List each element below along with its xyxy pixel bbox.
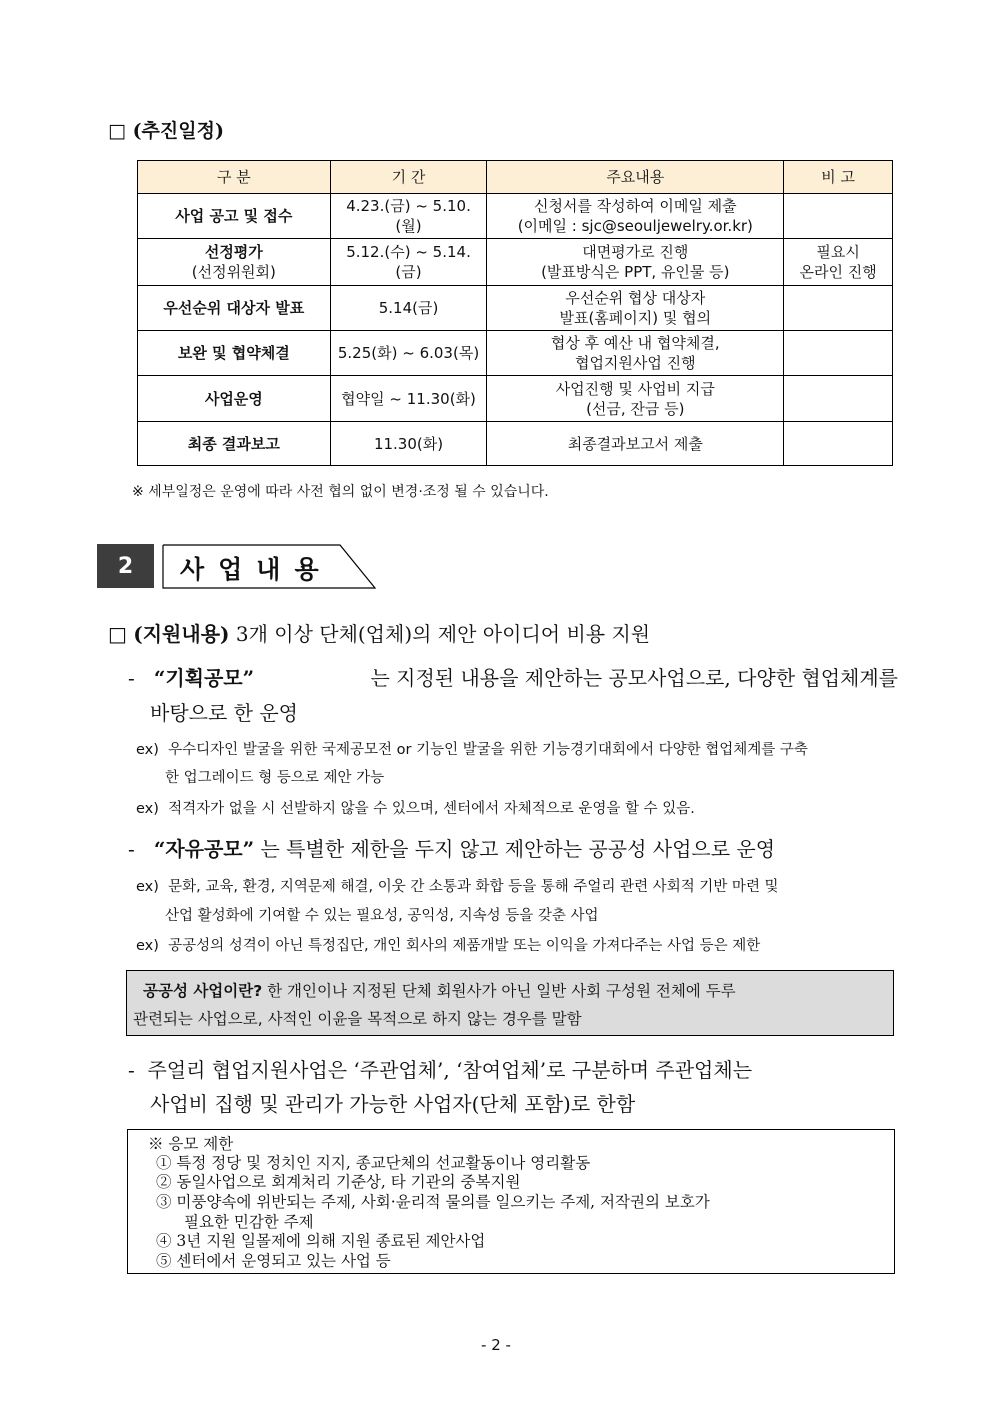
free-ex1-line-1: ex) 문화, 교육, 환경, 지역문제 해결, 이웃 간 소통과 화합 등을 통해 주얼리 관련 사회적 기반 마련 및 [136, 879, 779, 895]
support-heading-label: (지원내용) [133, 622, 230, 646]
row-category: 최종 결과보고 [138, 422, 331, 466]
header-period: 기 간 [330, 161, 487, 194]
restriction-item: ④ 3년 지원 일몰제에 의해 지원 종료된 제안사업 [156, 1232, 486, 1250]
row-period: 5.14(금) [330, 286, 487, 331]
restrictions-title: ※ 응모 제한 [148, 1135, 234, 1153]
planned-ex1-line-2: 한 업그레이드 형 등으로 제안 가능 [165, 770, 385, 786]
row-period: 4.23.(금) ~ 5.10.(월) [330, 194, 487, 239]
row-content: 대면평가로 진행 (발표방식은 PPT, 유인물 등) [487, 239, 784, 286]
restriction-item: ③ 미풍양속에 위반되는 주제, 사회·윤리적 물의를 일으키는 주제, 저작권의 보호가 [156, 1193, 710, 1211]
restriction-item: ① 특정 정당 및 정치인 지지, 종교단체의 선교활동이나 영리활동 [156, 1154, 591, 1172]
row-period: 11.30(화) [330, 422, 487, 466]
row-category: 보완 및 협약체결 [138, 331, 331, 376]
planned-quote: “기획공모” [153, 666, 255, 690]
row-note [784, 376, 893, 422]
free-ex2: ex) 공공성의 성격이 아닌 특정집단, 개인 회사의 제품개발 또는 이익을 가져다주는 사업 등은 제한 [136, 938, 761, 954]
row-category: 선정평가 (선정위원회) [138, 239, 331, 286]
table-row [138, 422, 893, 466]
schedule-heading: □ (추진일정) [108, 120, 224, 142]
support-heading-box: □ [108, 622, 127, 646]
row-category: 사업운영 [138, 376, 331, 422]
restrictions-box [127, 1129, 895, 1274]
public-definition-line-2: 관련되는 사업으로, 사적인 이윤을 목적으로 하지 않는 경우를 말함 [133, 1010, 582, 1028]
row-note: 필요시 온라인 진행 [784, 239, 893, 286]
row-content: 사업진행 및 사업비 지급 (선금, 잔금 등) [487, 376, 784, 422]
planned-ex2: ex) 적격자가 없을 시 선발하지 않을 수 있으며, 센터에서 자체적으로 운영을 할 수 있음. [136, 801, 695, 817]
row-content: 최종결과보고서 제출 [487, 422, 784, 466]
free-quote: “자유공모” [153, 837, 255, 861]
section-title-box [162, 544, 377, 590]
header-category: 구 분 [138, 161, 331, 194]
planned-line-2: 바탕으로 한 운영 [150, 701, 298, 725]
public-definition-line-1: 공공성 사업이란? 한 개인이나 지정된 단체 회원사가 아닌 일반 사회 구성원 전체에 두루 [143, 982, 736, 1000]
schedule-table [137, 160, 893, 466]
free-ex1-line-2: 산업 활성화에 기여할 수 있는 필요성, 공익성, 지속성 등을 갖춘 사업 [165, 908, 599, 924]
row-note [784, 331, 893, 376]
section-number-badge: 2 [97, 544, 154, 588]
restriction-item-continued: 필요한 민감한 주제 [184, 1213, 314, 1231]
row-content: 신청서를 작성하여 이메일 제출 (이메일 : sjc@seouljewelry.or.kr) [487, 194, 784, 239]
planned-ex1-line-1: ex) 우수디자인 발굴을 위한 국제공모전 or 기능인 발굴을 위한 기능경기대회에서 다양한 협업체계를 구축 [136, 742, 808, 758]
table-row [138, 286, 893, 331]
jewelry-line-1: - 주얼리 협업지원사업은 ‘주관업체’, ‘참여업체’로 구분하며 주관업체는 [128, 1058, 753, 1082]
row-note [784, 422, 893, 466]
header-note: 비 고 [784, 161, 893, 194]
restriction-item: ② 동일사업으로 회계처리 기준상, 타 기관의 중복지원 [156, 1173, 521, 1191]
table-header-row [138, 161, 893, 194]
row-content: 우선순위 협상 대상자 발표(홈페이지) 및 협의 [487, 286, 784, 331]
free-line-1: - “자유공모” 는 특별한 제한을 두지 않고 제안하는 공공성 사업으로 운영 [128, 837, 776, 861]
table-row [138, 331, 893, 376]
row-period: 5.25(화) ~ 6.03(목) [330, 331, 487, 376]
row-category: 사업 공고 및 접수 [138, 194, 331, 239]
row-content: 협상 후 예산 내 협약체결, 협업지원사업 진행 [487, 331, 784, 376]
header-content: 주요내용 [487, 161, 784, 194]
schedule-footnote: ※ 세부일정은 운영에 따라 사전 협의 없이 변경·조정 될 수 있습니다. [132, 484, 549, 500]
row-note [784, 194, 893, 239]
table-row [138, 376, 893, 422]
support-heading [108, 618, 650, 647]
page-number: - 2 - [481, 1336, 511, 1354]
public-definition-box [126, 970, 894, 1036]
section-title: 사업내용 [180, 555, 333, 584]
restriction-item: ⑤ 센터에서 운영되고 있는 사업 등 [156, 1252, 391, 1270]
table-row [138, 194, 893, 239]
row-period: 5.12.(수) ~ 5.14.(금) [330, 239, 487, 286]
row-note [784, 286, 893, 331]
row-category: 우선순위 대상자 발표 [138, 286, 331, 331]
row-period: 협약일 ~ 11.30(화) [330, 376, 487, 422]
planned-line-1: - “기획공모” 는 지정된 내용을 제안하는 공모사업으로, 다양한 협업체계를 [128, 666, 898, 690]
jewelry-line-2: 사업비 집행 및 관리가 가능한 사업자(단체 포함)로 한함 [150, 1092, 636, 1116]
support-heading-text: 3개 이상 단체(업체)의 제안 아이디어 비용 지원 [235, 622, 651, 646]
table-row [138, 239, 893, 286]
